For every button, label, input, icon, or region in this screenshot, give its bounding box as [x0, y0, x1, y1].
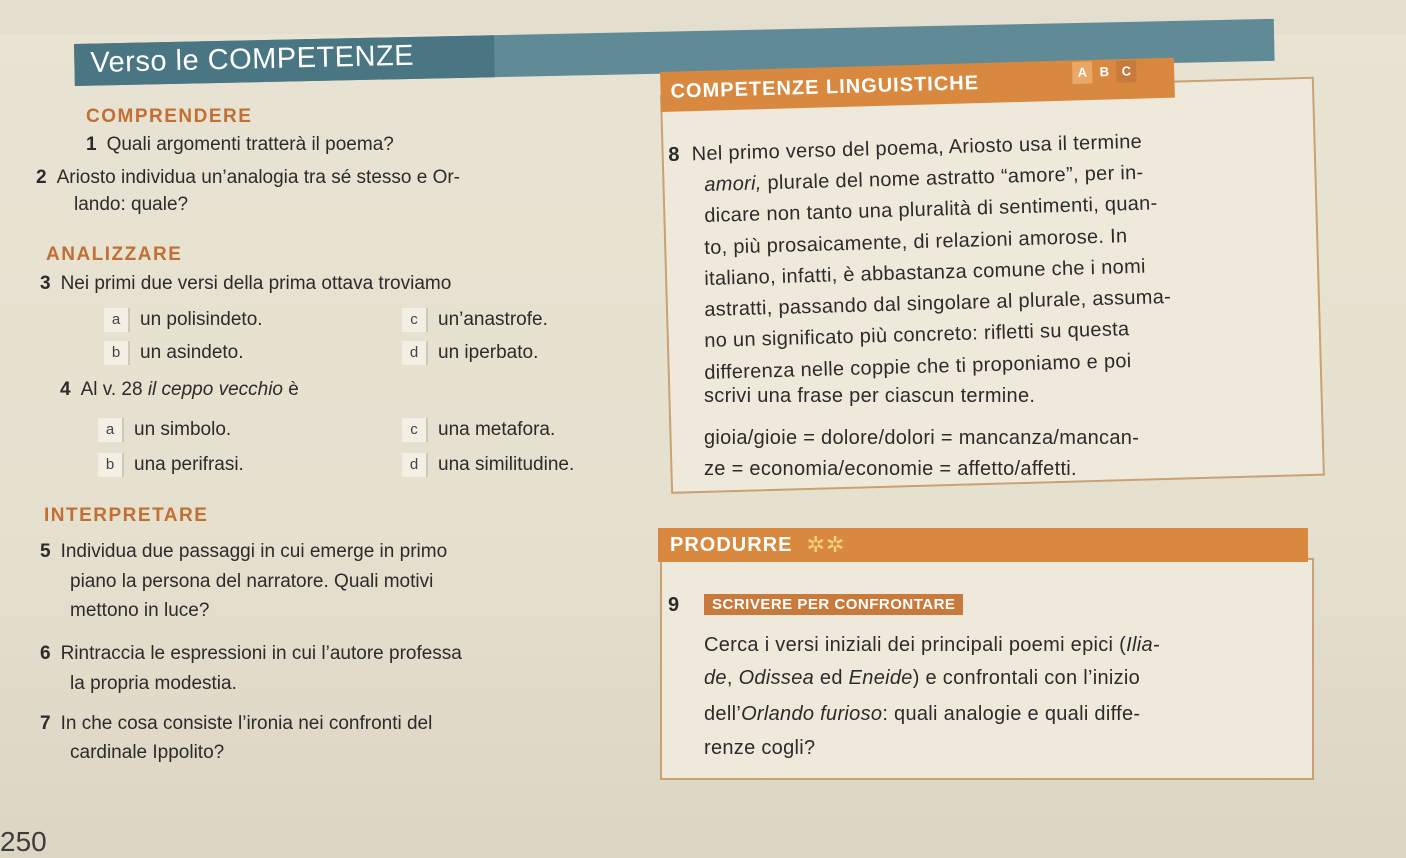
question-6: 6 Rintraccia le espressioni in cui l’autore professa [40, 643, 462, 664]
q3-option-a[interactable]: a un polisindeto. [104, 308, 263, 332]
section-analizzare: ANALIZZARE [46, 244, 183, 265]
q8-line-1: 8 Nel primo verso del poema, Ariosto usa il termine [668, 130, 1143, 166]
q8-line-3: dicare non tanto una pluralità di sentimenti, quan- [704, 192, 1158, 227]
q8-line-9: scrivi una frase per ciascun termine. [704, 385, 1036, 407]
gears-icon: ✲✲ [806, 532, 846, 557]
q3-option-b[interactable]: b un asindeto. [104, 341, 244, 365]
question-2-cont: lando: quale? [74, 194, 189, 215]
q9-line-2: de, Odissea ed Eneide) e confrontali con l’inizio [704, 667, 1141, 689]
question-5-line2: piano la persona del narratore. Quali motivi [70, 571, 434, 592]
produrre-header: PRODURRE ✲✲ [658, 528, 1308, 562]
q9-line-1: Cerca i versi iniziali dei principali poemi epici (Ilia- [704, 634, 1160, 656]
q8-pairs-line-1: gioia/gioie = dolore/dolori = mancanza/mancan- [704, 427, 1140, 449]
question-5-line3: mettono in luce? [70, 600, 210, 621]
q4-option-d[interactable]: d una similitudine. [402, 453, 574, 477]
question-6-line2: la propria modestia. [70, 673, 237, 694]
q8-line-7: no un significato più concreto: rifletti su questa [704, 318, 1130, 352]
section-interpretare: INTERPRETARE [44, 505, 209, 526]
q8-pairs-line-2: ze = economia/economie = affetto/affetti. [704, 458, 1077, 480]
section-comprendere: COMPRENDERE [86, 106, 253, 127]
question-4: 4 Al v. 28 il ceppo vecchio è [60, 379, 299, 400]
question-7-line2: cardinale Ippolito? [70, 742, 225, 763]
q9-number: 9 [668, 594, 680, 616]
question-1: 1 Quali argomenti tratterà il poema? [86, 134, 394, 155]
q9-tag-scrivere: SCRIVERE PER CONFRONTARE [704, 594, 963, 615]
q4-option-a[interactable]: a un simbolo. [98, 418, 231, 442]
q8-line-8: differenza nelle coppie che ti proponiamo e poi [704, 350, 1132, 384]
q4-option-b[interactable]: b una perifrasi. [98, 453, 244, 477]
question-5: 5 Individua due passaggi in cui emerge in primo [40, 541, 448, 562]
q8-line-4: to, più prosaicamente, di relazioni amorose. In [704, 225, 1128, 259]
question-3: 3 Nei primi due versi della prima ottava troviamo [40, 273, 452, 294]
page-title: Verso le COMPETENZE [90, 39, 415, 79]
q3-option-c[interactable]: c un’anastrofe. [402, 308, 548, 332]
q9-line-3: dell’Orlando furioso: quali analogie e quali diffe- [704, 703, 1141, 725]
q9-line-4: renze cogli? [704, 737, 816, 759]
q8-line-6: astratti, passando dal singolare al plurale, assuma- [704, 285, 1172, 321]
linguistiche-header: COMPETENZE LINGUISTICHE [660, 58, 1175, 112]
question-7: 7 In che cosa consiste l’ironia nei confronti del [40, 713, 433, 734]
q4-option-c[interactable]: c una metafora. [402, 418, 555, 442]
question-2: 2 Ariosto individua un’analogia tra sé stesso e Or- [36, 167, 461, 188]
q3-option-d[interactable]: d un iperbato. [402, 341, 538, 365]
q8-line-5: italiano, infatti, è abbastanza comune che i nomi [704, 255, 1147, 290]
abc-badge-icon: A B C [1072, 60, 1137, 84]
q8-line-2: amori, plurale del nome astratto “amore”, per in- [704, 161, 1144, 196]
page-number: 250 [0, 826, 47, 857]
